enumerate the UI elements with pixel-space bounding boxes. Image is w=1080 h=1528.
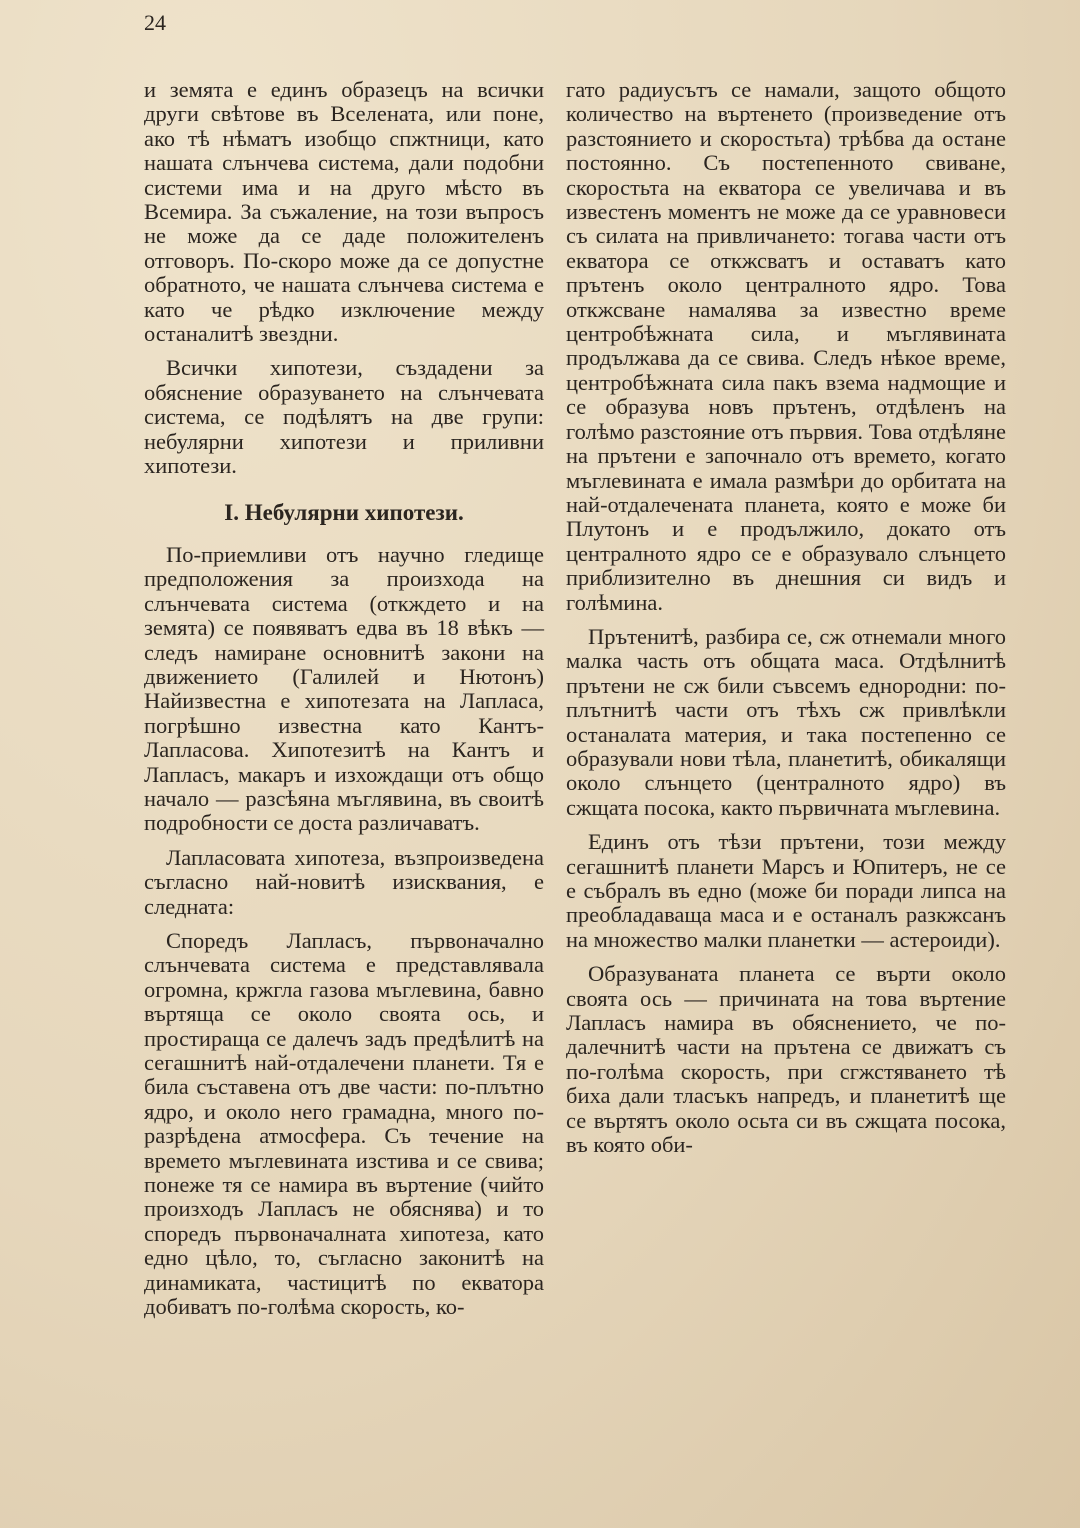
left-column	[144, 78, 544, 1330]
paragraph: Прътенитѣ, разбира се, сж отнемали много малка часть отъ общата маса. Отдѣлнитѣ прътени не сж били съвсемъ еднородни: по-плътнитѣ части отъ тѣхъ сж привлѣкли останалата материя, и така постепенно се образували нови тѣла, планетитѣ, обикалящи около слънцето (централното ядро) въ сжщата посока, както първичната мъглевина.	[566, 623, 1006, 820]
paragraph: Образуваната планета се върти около своята ось — причината на това въртение Лапласъ намира въ обяснението, че по-далечнитѣ части на прътена се движатъ съ по-голѣма скорость, при сгжстяването тѣ биха дали тласъкъ напредъ, и планетитѣ ще се въртятъ около осьта си въ сжщата посока, въ която оби-	[566, 961, 1006, 1158]
right-column	[566, 78, 1006, 1167]
page-number: 24	[144, 10, 166, 35]
section-heading: I. Небулярни хипотези.	[224, 499, 464, 525]
paragraph: Споредъ Лапласъ, първоначално слънчевата система е представлявала огромна, кржгла газова мъглевина, бавно въртяща се около своята ось, и простираща се далечъ задъ предѣлитѣ на сегашнитѣ най-отдалечени планети. Тя е била съставена отъ две части: по-плътно ядро, и около него грамадна, много по-разрѣдена атмосфера. Съ течение на времето мъглевината изстива и се свива; понеже тя се намира въ въртение (чийто произходъ Лапласъ не обяснява) и то споредъ първоначалната хипотеза, като едно цѣло, то, съгласно законитѣ на динамиката, частицитѣ по екватора добиватъ по-голѣма скорость, ко-	[144, 928, 544, 1320]
paragraph: Всички хипотези, създадени за обяснение образуването на слънчевата система, се подѣлятъ на две групи: небулярни хипотези и приливни хипотези.	[144, 355, 544, 479]
paragraph: По-приемливи отъ научно гледище предположения за произхода на слънчевата система (откждето и на земята) се появяватъ едва въ 18 вѣкъ — следъ намиране основнитѣ закони на движението (Галилей и Нютонъ) Найизвестна е хипотезата на Лапласа, погрѣшно известна като Кантъ-Лапласова. Хипотезитѣ на Кантъ и Лапласъ, макаръ и изхождащи отъ общо начало — разсѣяна мъглявина, въ своитѣ подробности се доста различаватъ.	[144, 541, 544, 836]
paragraph: Единъ отъ тѣзи прътени, този между сегашнитѣ планети Марсъ и Юпитеръ, не се е събралъ въ едно (може би поради липса на преобладаваща маса и е останалъ разкжсанъ на множество малки планетки — астероиди).	[566, 829, 1006, 952]
paragraph: Лапласовата хипотеза, възпроизведена съгласно най-новитѣ изисквания, е следната:	[144, 844, 544, 919]
paragraph: гато радиусътъ се намали, защото общото количество на въртенето (произведение отъ разстоянието и скоростьта) трѣбва да остане постоянно. Съ постепенното свиване, скоростьта на екватора се увеличава и въ известенъ моментъ не може да се уравновеси съ силата на привличането: тогава части отъ екватора се откжсватъ и оставатъ като прътенъ около централното ядро. Това откжсване намалява за известно време центробѣжната сила, и мъглявината продължава да се свива. Следъ нѣкое време, центробѣжната сила пакъ взема надмощие и се образува новъ прътенъ, отдѣленъ на голѣмо разстояние отъ първия. Това отдѣляне на прътени е започнало отъ времето, когато мъглевината е имала размѣри до орбитата на най-отдалечената планета, която е може би Плутонъ и е продължило, докато отъ централното ядро се е образувало слънцето приблизително въ днешния си видъ и голѣмина.	[566, 77, 1006, 615]
paragraph: и земята е единъ образецъ на всички други свѣтове въ Вселената, или поне, ако тѣ нѣматъ изобщо спжтници, като нашата слънчева система, дали подобни системи има и на друго мѣсто въ Всемира. За съжаление, на този въпросъ не може да се даде положителенъ отговоръ. По-скоро може да се допустне обратното, че нашата слънчева система е като че рѣдко изключение между останалитѣ звездни.	[144, 77, 544, 347]
